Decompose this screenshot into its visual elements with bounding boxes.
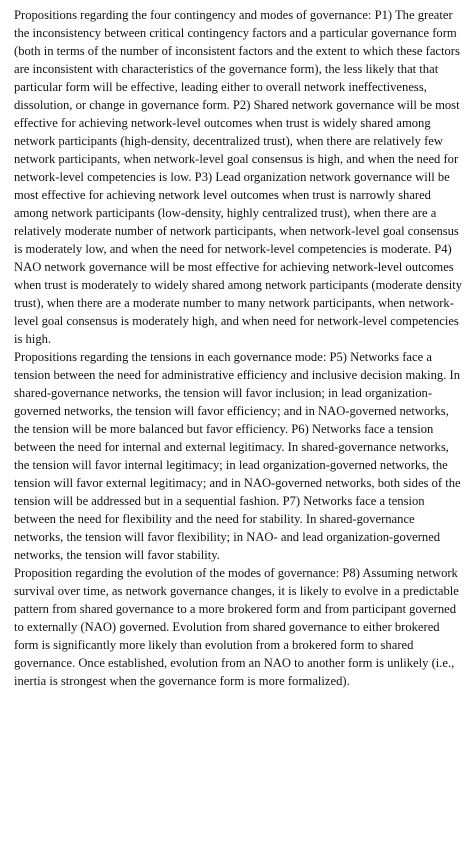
paragraph-contingency-propositions: Propositions regarding the four contingency and modes of governance: P1) The greater the inconsistency between critical contingency factors and a particular governance form (both in terms of the number of inconsistent factors and the extent to which these factors are inconsistent with characteristics of the governance form), the less likely that that particular form will be effective, leading either to overall network ineffectiveness, dissolution, or change in governance form. P2) Shared network governance will be most effective for achieving network-level outcomes when trust is widely shared among network participants (high-density, decentralized trust), when there are relatively few network participants, when network-level goal consensus is high, and when the need for network-level competencies is low. P3) Lead organization network governance will be most effective for achieving network level outcomes when trust is narrowly shared among network participants (low-density, highly centralized trust), when there are a relatively moderate number of network participants, when network-level goal consensus is moderately low, and when the need for network-level competencies is moderate. P4) NAO network governance will be most effective for achieving network-level outcomes when trust is moderately to widely shared among network participants (moderate density trust), when there are a moderate number to many network participants, when network-level goal consensus is moderately high, and when need for network-level competencies is high. [14, 8, 463, 346]
document-body [14, 6, 464, 690]
paragraph-evolution-proposition: Proposition regarding the evolution of the modes of governance: P8) Assuming network survival over time, as network governance changes, it is likely to evolve in a predictable pattern from shared governance to a more brokered form and from participant governed to externally (NAO) governed. Evolution from shared governance to either brokered form is significantly more likely than evolution from a brokered form to shared governance. Once established, evolution from an NAO to another form is unlikely (i.e., inertia is strongest when the governance form is more formalized). [14, 566, 459, 688]
paragraph-tension-propositions: Propositions regarding the tensions in each governance mode: P5) Networks face a tension between the need for administrative efficiency and inclusive decision making. In shared-governance networks, the tension will favor inclusion; in lead organization-governed networks, the tension will favor efficiency; and in NAO-governed networks, the tension will be more balanced but favor efficiency. P6) Networks face a tension between the need for internal and external legitimacy. In shared-governance networks, the tension will favor internal legitimacy; in lead organization-governed networks, the tension will favor external legitimacy; and in NAO-governed networks, both sides of the tension will be addressed but in a sequential fashion. P7) Networks face a tension between the need for flexibility and the need for stability. In shared-governance networks, the tension will favor flexibility; in NAO- and lead organization-governed networks, the tension will favor stability. [14, 350, 461, 562]
